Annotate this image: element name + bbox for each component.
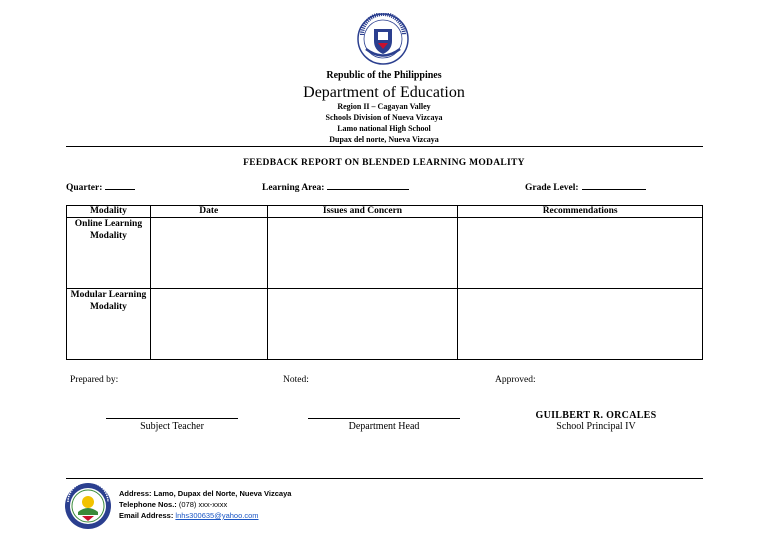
teacher-signature-line[interactable] — [106, 418, 238, 419]
telephone-value: (078) xxx-xxxx — [178, 500, 228, 509]
region-line: Region II – Cagayan Valley — [337, 102, 431, 111]
learning-area-label: Learning Area: — [262, 183, 325, 193]
address-value: Lamo, Dupax del Norte, Nueva Vizcaya — [153, 489, 292, 498]
grade-level-field — [525, 181, 646, 193]
quarter-label: Quarter: — [66, 183, 103, 193]
prepared-by-label: Prepared by: — [70, 375, 119, 385]
school-address-line: Dupax del norte, Nueva Vizcaya — [329, 135, 439, 144]
table-header-row — [67, 206, 703, 218]
report-title: FEEDBACK REPORT ON BLENDED LEARNING MODALITY — [243, 158, 525, 168]
issues-cell[interactable] — [267, 218, 458, 289]
school-line: Lamo national High School — [337, 124, 431, 133]
quarter-field — [66, 181, 135, 193]
noted-label: Noted: — [283, 375, 309, 385]
telephone-label: Telephone Nos.: — [119, 500, 177, 509]
head-signature-line[interactable] — [308, 418, 460, 419]
footer-email — [119, 511, 259, 520]
table-row — [67, 218, 703, 289]
republic-heading: Republic of the Philippines — [326, 70, 442, 81]
footer-divider — [66, 478, 703, 479]
subject-teacher-label: Subject Teacher — [140, 421, 204, 432]
recommendations-cell[interactable] — [458, 289, 703, 360]
learning-area-field — [262, 181, 409, 193]
grade-level-blank[interactable] — [582, 181, 646, 190]
date-cell[interactable] — [150, 218, 267, 289]
school-seal-icon — [64, 482, 112, 530]
modality-cell-modular: Modular Learning Modality — [67, 289, 151, 360]
principal-name: GUILBERT R. ORCALES — [535, 410, 657, 421]
column-header-issues: Issues and Concern — [267, 206, 458, 218]
table-row — [67, 289, 703, 360]
modality-cell-online: Online Learning Modality — [67, 218, 151, 289]
quarter-blank[interactable] — [105, 181, 135, 190]
grade-level-label: Grade Level: — [525, 183, 579, 193]
approved-label: Approved: — [495, 375, 536, 385]
column-header-modality: Modality — [67, 206, 151, 218]
issues-cell[interactable] — [267, 289, 458, 360]
department-head-label: Department Head — [348, 421, 420, 432]
address-label: Address: — [119, 489, 152, 498]
email-link[interactable]: lnhs300635@yahoo.com — [175, 511, 259, 520]
recommendations-cell[interactable] — [458, 218, 703, 289]
column-header-date: Date — [150, 206, 267, 218]
email-label: Email Address: — [119, 511, 174, 520]
footer-telephone — [119, 500, 227, 509]
learning-area-blank[interactable] — [327, 181, 409, 190]
date-cell[interactable] — [150, 289, 267, 360]
feedback-table — [66, 205, 703, 360]
principal-title: School Principal IV — [556, 421, 636, 432]
column-header-recommendations: Recommendations — [458, 206, 703, 218]
footer-address — [119, 489, 291, 498]
department-heading: Department of Education — [303, 84, 465, 101]
division-line: Schools Division of Nueva Vizcaya — [325, 113, 443, 122]
header-divider — [66, 146, 703, 147]
deped-seal-icon — [357, 13, 409, 65]
